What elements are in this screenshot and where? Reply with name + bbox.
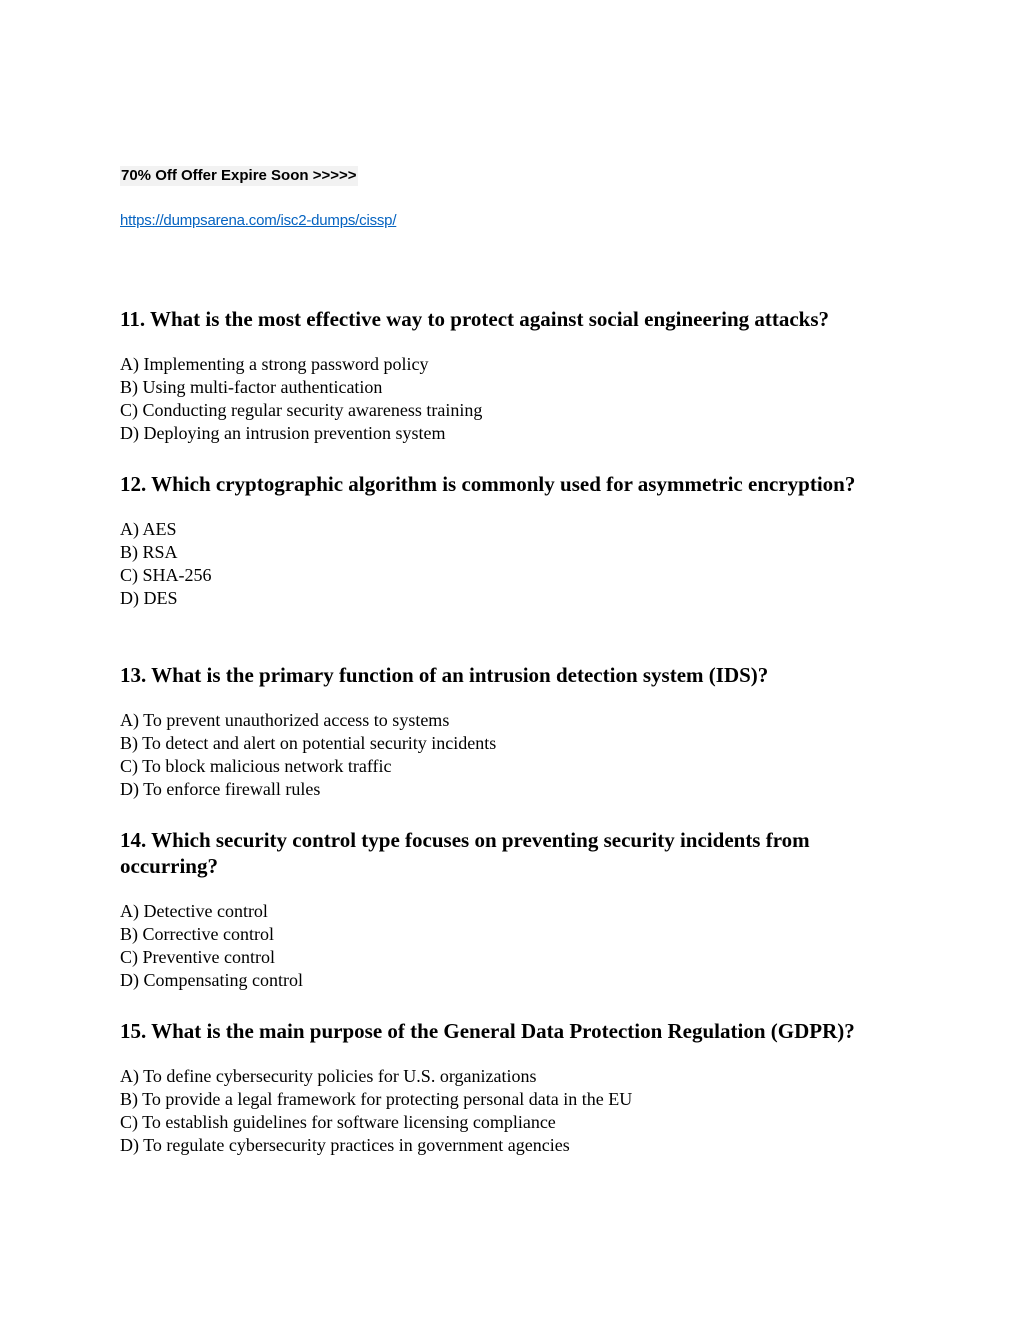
answer-option: C) To block malicious network traffic xyxy=(120,756,392,776)
question-title: 11. What is the most effective way to protect against social engineering attacks? xyxy=(120,307,830,331)
answer-option: C) To establish guidelines for software licensing compliance xyxy=(120,1112,556,1132)
promo-offer-text: 70% Off Offer Expire Soon >>>>> xyxy=(121,167,357,184)
answer-option: B) To detect and alert on potential security incidents xyxy=(120,733,497,753)
question-block xyxy=(120,827,910,992)
answer-options xyxy=(120,900,910,992)
answer-option: A) Implementing a strong password policy xyxy=(120,354,429,374)
question-block xyxy=(120,306,910,445)
question-title: 12. Which cryptographic algorithm is commonly used for asymmetric encryption? xyxy=(120,472,856,496)
question-block xyxy=(120,471,910,610)
answer-options xyxy=(120,1065,910,1157)
answer-option: B) RSA xyxy=(120,542,178,562)
answer-options xyxy=(120,709,910,801)
answer-option: D) Compensating control xyxy=(120,970,303,990)
question-title: 13. What is the primary function of an intrusion detection system (IDS)? xyxy=(120,663,769,687)
question-block xyxy=(120,1018,910,1157)
answer-options xyxy=(120,518,910,610)
answer-option: D) To regulate cybersecurity practices in government agencies xyxy=(120,1135,570,1155)
answer-option: C) Preventive control xyxy=(120,947,275,967)
answer-option: C) Conducting regular security awareness training xyxy=(120,400,483,420)
answer-option: D) Deploying an intrusion prevention system xyxy=(120,423,446,443)
question-block xyxy=(120,662,910,801)
answer-option: A) To define cybersecurity policies for U.S. organizations xyxy=(120,1066,537,1086)
answer-option: A) AES xyxy=(120,519,177,539)
promo-link[interactable]: https://dumpsarena.com/isc2-dumps/cissp/ xyxy=(120,212,397,229)
answer-option: D) To enforce firewall rules xyxy=(120,779,321,799)
answer-option: A) To prevent unauthorized access to systems xyxy=(120,710,450,730)
answer-option: C) SHA-256 xyxy=(120,565,212,585)
question-title: 15. What is the main purpose of the General Data Protection Regulation (GDPR)? xyxy=(120,1019,855,1043)
question-title: 14. Which security control type focuses on preventing security incidents from occurring? xyxy=(120,828,810,878)
answer-option: A) Detective control xyxy=(120,901,268,921)
answer-option: B) Using multi-factor authentication xyxy=(120,377,383,397)
answer-option: B) Corrective control xyxy=(120,924,274,944)
answer-options xyxy=(120,353,910,445)
answer-option: B) To provide a legal framework for protecting personal data in the EU xyxy=(120,1089,633,1109)
answer-option: D) DES xyxy=(120,588,178,608)
